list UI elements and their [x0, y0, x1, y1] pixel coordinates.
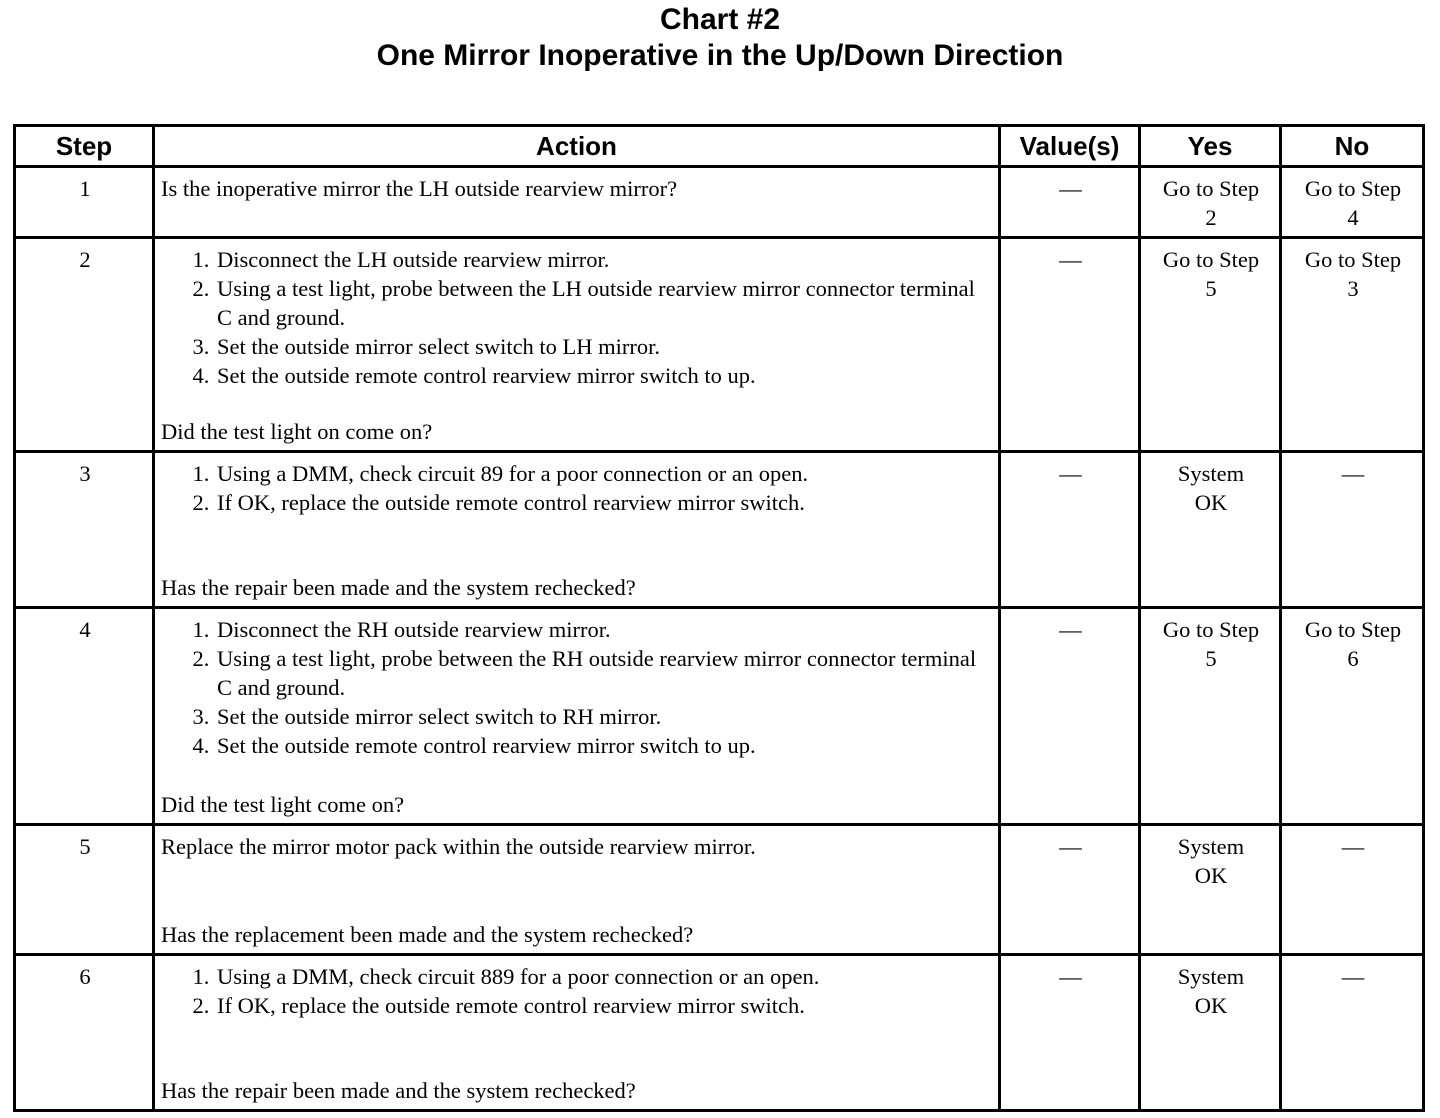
no-cell [1281, 954, 1424, 1110]
no-cell [1281, 238, 1424, 452]
yes-cell [1140, 954, 1281, 1110]
table-row [15, 824, 1424, 954]
step-number: 4 [15, 608, 154, 824]
action-step: 2. If OK, replace the outside remote control rearview mirror switch. [215, 991, 990, 1020]
chart-title-block [0, 2, 1440, 74]
chart-subtitle: One Mirror Inoperative in the Up/Down Direction [376, 39, 1064, 72]
header-step: Step [15, 126, 154, 167]
action-cell [154, 452, 1000, 608]
table-row [15, 608, 1424, 824]
step-number: 2 [15, 238, 154, 452]
value-cell: — [1000, 167, 1140, 238]
action-step: 4. Set the outside remote control rearview mirror switch to up. [215, 361, 990, 390]
action-step: 1. Disconnect the LH outside rearview mirror. [215, 245, 990, 274]
no-line: 3 [1347, 276, 1359, 302]
step-number: 1 [15, 167, 154, 238]
action-steps [161, 459, 990, 517]
action-step: 3. Set the outside mirror select switch to LH mirror. [215, 332, 990, 361]
no-cell [1281, 452, 1424, 608]
yes-cell [1140, 167, 1281, 238]
action-steps [161, 245, 990, 390]
yes-cell [1140, 452, 1281, 608]
table-row [15, 238, 1424, 452]
no-line: Go to Step [1304, 617, 1402, 643]
value-cell: — [1000, 608, 1140, 824]
action-step: 3. Set the outside mirror select switch to RH mirror. [215, 702, 990, 731]
no-line: Go to Step [1304, 247, 1402, 273]
yes-cell [1140, 824, 1281, 954]
header-row [15, 126, 1424, 167]
action-step: 4. Set the outside remote control rearview mirror switch to up. [215, 731, 990, 760]
no-line: — [1341, 963, 1365, 989]
yes-line: Go to Step [1162, 176, 1260, 201]
action-step: 1. Using a DMM, check circuit 889 for a poor connection or an open. [215, 962, 990, 991]
action-question: Has the repair been made and the system rechecked? [161, 1078, 636, 1103]
action-text: Replace the mirror motor pack within the outside rearview mirror. [161, 833, 756, 859]
yes-cell [1140, 608, 1281, 824]
value-cell: — [1000, 238, 1140, 452]
no-line: 6 [1347, 646, 1359, 672]
action-question: Is the inoperative mirror the LH outside rearview mirror? [161, 176, 678, 201]
step-number: 3 [15, 452, 154, 608]
action-cell [154, 167, 1000, 238]
yes-line: OK [1194, 490, 1228, 516]
yes-line: System [1177, 461, 1245, 487]
yes-line: System [1177, 963, 1245, 989]
action-cell [154, 954, 1000, 1110]
no-cell [1281, 167, 1424, 238]
action-question: Has the repair been made and the system rechecked? [161, 575, 636, 601]
yes-cell [1140, 238, 1281, 452]
chart-title: Chart #2 [659, 3, 781, 36]
table-row [15, 167, 1424, 238]
value-cell: — [1000, 452, 1140, 608]
action-step: 2. Using a test light, probe between the RH outside rearview mirror connector terminal C and ground. [215, 644, 990, 702]
value-cell: — [1000, 954, 1140, 1110]
no-line: 4 [1347, 205, 1359, 230]
action-step: 2. Using a test light, probe between the LH outside rearview mirror connector terminal C and ground. [215, 274, 990, 332]
yes-line: 5 [1205, 276, 1217, 302]
no-line: Go to Step [1304, 176, 1402, 201]
header-yes: Yes [1140, 126, 1281, 167]
step-number: 6 [15, 954, 154, 1110]
action-steps [161, 962, 990, 1020]
yes-line: 5 [1205, 646, 1217, 672]
action-question: Has the replacement been made and the system rechecked? [161, 921, 694, 947]
step-number: 5 [15, 824, 154, 954]
header-values: Value(s) [1000, 126, 1140, 167]
yes-line: Go to Step [1162, 247, 1260, 273]
value-cell: — [1000, 824, 1140, 954]
diagnostic-table [13, 124, 1425, 1112]
yes-line: Go to Step [1162, 617, 1260, 643]
table-row [15, 954, 1424, 1110]
header-no: No [1281, 126, 1424, 167]
action-step: 1. Using a DMM, check circuit 89 for a poor connection or an open. [215, 459, 990, 488]
table-row [15, 452, 1424, 608]
action-step: 2. If OK, replace the outside remote control rearview mirror switch. [215, 488, 990, 517]
yes-line: 2 [1205, 205, 1217, 230]
yes-line: OK [1194, 862, 1228, 888]
action-cell [154, 824, 1000, 954]
action-steps [161, 615, 990, 760]
action-question: Did the test light on come on? [161, 419, 433, 445]
no-cell [1281, 608, 1424, 824]
action-cell [154, 238, 1000, 452]
no-line: — [1341, 833, 1365, 859]
action-cell [154, 608, 1000, 824]
header-action: Action [154, 126, 1000, 167]
yes-line: System [1177, 833, 1245, 859]
action-step: 1. Disconnect the RH outside rearview mirror. [215, 615, 990, 644]
no-cell [1281, 824, 1424, 954]
yes-line: OK [1194, 992, 1228, 1018]
action-question: Did the test light come on? [161, 791, 405, 817]
no-line: — [1341, 461, 1365, 487]
